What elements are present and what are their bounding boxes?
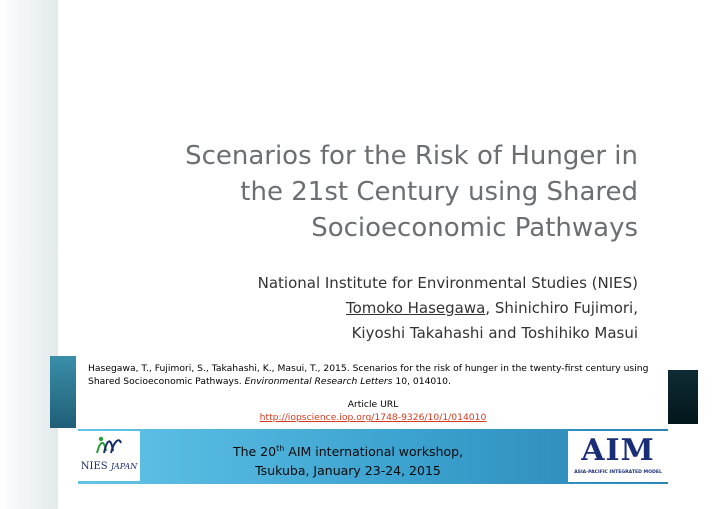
workshop-line-2: Tsukuba, January 23-24, 2015 bbox=[255, 463, 441, 479]
article-url-link[interactable]: http://iopscience.iop.org/1748-9326/10/1/014010 bbox=[259, 412, 487, 423]
nies-logo-text bbox=[78, 461, 140, 472]
coauthors-1: , Shinichiro Fujimori, bbox=[485, 299, 638, 317]
workshop-info bbox=[188, 439, 508, 480]
title-line: the 21st Century using Shared bbox=[240, 177, 638, 207]
author-line-2: Kiyoshi Takahashi and Toshihiko Masui bbox=[351, 324, 638, 342]
workshop-name: AIM international workshop, bbox=[284, 444, 464, 460]
left-accent-block bbox=[50, 356, 76, 428]
workshop-line-1 bbox=[188, 439, 508, 461]
nies-logo bbox=[78, 431, 140, 481]
left-decorative-band bbox=[0, 0, 58, 509]
article-url-label: Article URL bbox=[347, 399, 399, 410]
citation-box bbox=[78, 357, 668, 429]
title-line: Socioeconomic Pathways bbox=[311, 213, 638, 243]
citation-volume: 10, 014010. bbox=[392, 376, 451, 387]
presenter-name: Tomoko Hasegawa bbox=[345, 299, 486, 317]
title-line: Scenarios for the Risk of Hunger in bbox=[185, 141, 638, 171]
workshop-ordinal-suffix: th bbox=[276, 444, 285, 453]
right-accent-block bbox=[664, 370, 698, 424]
nies-emblem-icon bbox=[94, 433, 124, 457]
author-line-1 bbox=[150, 296, 638, 321]
author-block bbox=[150, 271, 638, 346]
citation-journal: Environmental Research Letters bbox=[244, 376, 393, 387]
aim-logo-text: AIM bbox=[581, 433, 655, 468]
citation-authors-title: Hasegawa, T., Fujimori, S., Takahashi, K., Masui, T., 2015. Scenarios for the risk of hunger in the twenty-first century using Shared Socioeconomic Pathways. bbox=[88, 363, 649, 387]
workshop-ordinal: The 20 bbox=[232, 444, 277, 460]
nies-logo-name: NIES bbox=[80, 461, 108, 472]
footer-band bbox=[78, 429, 668, 484]
nies-logo-country: JAPAN bbox=[110, 462, 138, 471]
aim-logo bbox=[568, 431, 668, 482]
affiliation: National Institute for Environmental Studies (NIES) bbox=[257, 274, 638, 292]
slide-title bbox=[130, 138, 638, 246]
aim-logo-subtitle: ASIA-PACIFIC INTEGRATED MODEL bbox=[574, 470, 662, 475]
citation-text bbox=[88, 362, 666, 388]
